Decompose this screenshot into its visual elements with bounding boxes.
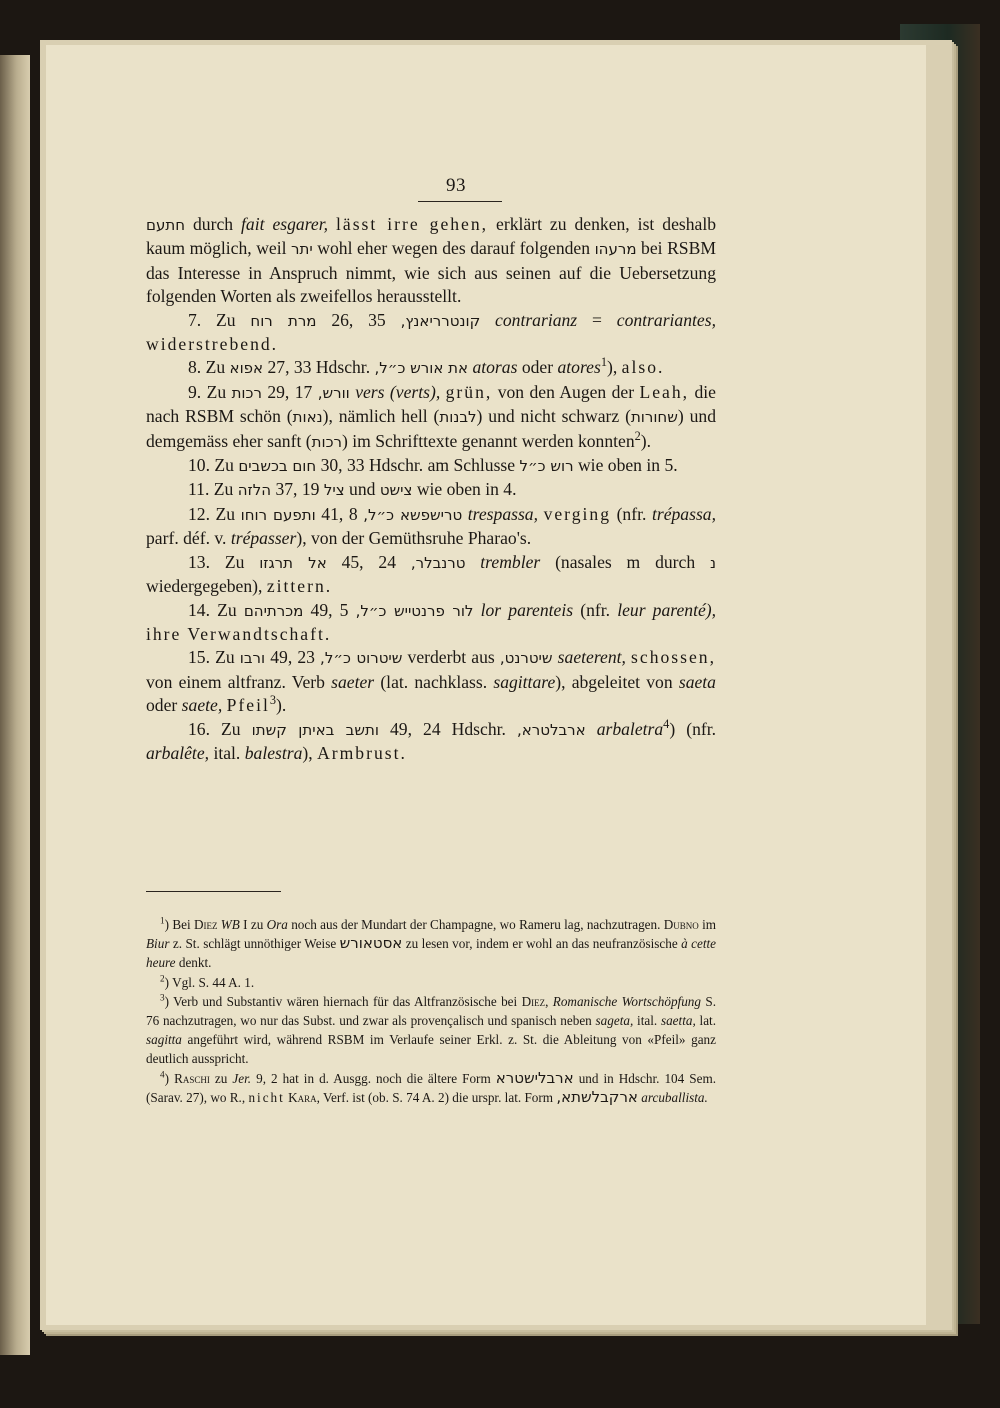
footnote-ref: 3 [269,693,277,708]
french-gloss: contrariantes, [616,309,716,330]
entry-number: 13. Zu [188,551,245,572]
hebrew-word: מרעהו [594,240,637,259]
french-gloss: trembler [480,551,541,572]
hebrew-lemma: אל תרגזו [259,553,327,572]
verse-reference: 30, 33 Hdschr. am Schlusse [320,455,516,476]
french-gloss: trépasser [230,528,297,549]
page-number: 93 [446,175,466,196]
text: , [545,993,549,1009]
hebrew-lemma: חום בכשבים [238,457,317,476]
verse-reference: 29, 17 [267,381,313,402]
hebrew-word: נאות [292,408,323,427]
gloss: sageta, [595,1013,634,1029]
entry-10 [146,454,716,478]
entry-number: 11. Zu [188,479,234,500]
text: wiedergegeben), [146,576,263,597]
german-gloss: widerstrebend. [146,334,279,355]
text: die nach RSBM schön ( [146,381,716,427]
text: im [702,917,717,932]
text: wie oben in 5. [577,455,678,476]
german-gloss: Armbrust. [317,742,407,763]
text: zu lesen vor, indem er wohl an das neufranzösische [405,936,678,952]
footnote-4 [146,1069,716,1107]
french-gloss: atoras [472,357,518,378]
footnote-3 [146,992,716,1069]
main-text [146,213,716,765]
text: I zu [243,917,264,932]
work-title: Romanische Wortschöpfung [552,993,701,1009]
german-gloss: schossen, [631,647,716,668]
text: ) Verb und Substantiv wären hiernach für das Altfranzösische bei [164,993,518,1009]
text: ) im Schrifttexte genannt werden konnten [341,430,635,451]
hebrew-gloss: ציל [323,481,345,500]
hebrew-lemma: ותשב באיתן קשתו [251,720,379,739]
german-gloss: zittern. [266,576,333,597]
verse-reference: 26, 35 [331,309,386,330]
german-gloss: verging [543,503,612,524]
german-gloss: lässt irre gehen, [336,214,489,234]
french-gloss: saeter [331,671,375,692]
latin-gloss: sagittare [493,671,556,692]
lemma: Ora [266,917,288,932]
text: ital. [637,1013,658,1029]
hebrew-word: רכות [311,432,342,451]
french-gloss: trespassa, [467,503,539,524]
hebrew-word: יתר [291,240,313,259]
text: 9, 2 hat in d. Ausgg. noch die ältere Form [256,1070,491,1086]
text: ) und demgemäss eher sanft ( [146,406,716,451]
hebrew-gloss: וורש, [317,383,350,402]
verse-reference: 49, 24 Hdschr. [389,718,506,739]
text: angeführt wird, während RSBM im Verlaufe seiner Erkl. z. St. die Ableitung von «Pfeil» ganz deutlich ausspricht. [146,1032,716,1067]
french-gloss: arbaletra [596,718,664,739]
equals-sign: = [592,309,602,330]
entry-number: 9. Zu [188,381,227,402]
text: ), [302,742,313,763]
entry-number: 14. Zu [188,599,237,620]
german-gloss: also. [621,357,665,378]
text: z. St. schlägt unnöthiger Weise [172,936,337,952]
entry-14 [146,599,716,647]
french-gloss: saeterent, [557,647,626,668]
hebrew-gloss: קונטרריאנץ, [400,311,481,330]
verse-reference: 45, 24 [341,551,396,572]
name: Leah, [639,381,690,402]
entry-number: 8. Zu [188,357,226,378]
entry-13 [146,551,716,599]
french-gloss: trépassa, [651,503,716,524]
verse-reference: 41, 8 [321,503,358,524]
french-gloss: leur parenté), [617,599,717,620]
verse-reference: 49, 23 [270,647,315,668]
hebrew-lemma: אפוא [229,359,264,378]
author-name: Kara [288,1089,317,1105]
entry-number: 12. Zu [188,503,236,524]
footnote-mark: 3 [160,992,165,1003]
footnotes [146,915,716,1107]
work-title: Jer. [232,1070,252,1086]
work-title: WB [220,917,240,932]
text: durch [193,214,234,234]
hebrew-gloss: שיטרוט כ״ל, [320,649,403,668]
text: ), [607,357,618,378]
facing-page-edge [0,55,30,1355]
text: ital. [213,742,241,763]
hebrew-gloss: טרישפשא כ״ל, [363,505,463,524]
text: (nfr. [616,503,647,524]
entry-number: 10. Zu [188,455,234,476]
hebrew-gloss: את אורש כ״ל, [374,359,469,378]
hebrew-word: ארקבלשתא, [556,1087,638,1106]
text: von einem altfranz. Verb [146,671,325,692]
text: und in Hdschr. 104 Sem. (Sarav. 27), wo R., [146,1070,717,1105]
hebrew-gloss: צישט [379,481,413,500]
text: ) [164,1070,170,1086]
hebrew-lemma: הלזה [237,481,272,500]
work-title: Biur [146,936,170,952]
latin-word: arcuballista. [641,1089,708,1105]
hebrew-gloss: ארבלטרא, [516,720,586,739]
entry-16 [146,718,716,766]
footnote-ref: 1 [600,355,607,370]
hebrew-letter: נ [709,553,716,572]
entry-number: 16. Zu [188,718,241,739]
hebrew-word: שחורות [630,408,678,427]
italian-gloss: balestra [244,742,303,763]
text: ), abgeleitet von [555,671,673,692]
text: bei RSBM das Interesse in Anspruch nimmt, wie sich aus seinen auf die Uebersetzung folgenden Worten als zweifellos herausstellt. [146,238,716,307]
entry-11 [146,478,716,502]
book-page [46,45,926,1325]
entry-12 [146,503,716,551]
hebrew-word: לבנות [439,408,477,427]
footnote-2 [146,973,716,992]
hebrew-lemma: מרת רוח [250,311,317,330]
footnote-ref: 4 [663,716,670,731]
entry-8 [146,356,716,380]
french-gloss: contrarianz [495,309,578,330]
text: ). [276,695,287,716]
text: ) Vgl. S. 44 A. 1. [164,974,255,990]
footnote-mark: 2 [160,973,165,984]
german-gloss: ihre Verwandtschaft. [146,623,332,644]
text: lat. [699,1013,717,1029]
author-name: Raschi [174,1070,210,1086]
footnote-mark: 1 [160,915,165,926]
text: von den Augen der [497,381,635,402]
entry-number: 15. Zu [188,647,235,668]
entry-7 [146,309,716,357]
hebrew-lemma: ותפעם רוחו [240,505,316,524]
author-name: Dubno [663,917,699,932]
hebrew-word: חתעם [146,216,186,234]
hebrew-gloss: לור פרנטייש כ״ל, [355,601,474,620]
french-phrase: à cette heure [146,936,717,971]
author-name: Diez [521,993,546,1009]
text: ). [640,430,652,451]
german-gloss: grün, [445,381,493,402]
french-gloss: saete, [181,695,223,716]
author-name: Diez [193,917,218,932]
hebrew-gloss: שיטרנט, [499,649,553,668]
french-gloss: arbalête, [146,742,210,763]
french-gloss: vers (verts), [355,381,441,402]
text: (lat. nachklass. [380,671,488,692]
hebrew-lemma: מכרתיהם [243,601,304,620]
text: ) (nfr. [669,718,717,739]
text: denkt. [178,955,212,971]
text: ) und nicht schwarz ( [476,406,631,427]
entry-15 [146,646,716,717]
text: parf. déf. v. [146,528,227,549]
text: und [349,479,376,500]
entry-number: 7. Zu [188,309,236,330]
verse-reference: 37, 19 [275,479,320,500]
footnote-mark: 4 [160,1069,165,1080]
hebrew-word: ארבלישטרא [495,1068,574,1087]
text: ), nämlich hell ( [322,406,440,427]
french-gloss: fait esgarer, [241,214,329,234]
text: ) Bei [164,917,191,932]
emphasis: nicht [248,1089,285,1105]
text: zu [214,1070,228,1086]
text: wohl eher wegen des darauf folgenden [317,238,591,259]
german-gloss: Pfeil [226,695,270,716]
hebrew-lemma: ורבו [239,649,266,668]
verse-reference: 49, 5 [310,599,349,620]
footnote-1 [146,915,716,973]
verse-reference: 27, 33 Hdschr. [267,357,371,378]
footnote-ref: 2 [634,428,641,443]
text: wie oben in 4. [416,479,517,500]
text: (nfr. [580,599,611,620]
hebrew-word: אסטאורש [339,934,403,953]
footnote-separator [146,891,281,892]
text: S. 76 nachzutragen, wo nur das Subst. und zwar als provençalisch und spanisch neben [146,993,716,1029]
hebrew-gloss: טרנבלר, [410,553,466,572]
hebrew-gloss: רוש כ״ל [519,457,574,476]
text: (nasales m durch [555,551,696,572]
text: erklärt zu denken, ist deshalb kaum möglich, weil [146,214,717,259]
french-gloss: atores [557,357,601,378]
gloss: saetta, [660,1013,696,1029]
text: ), von der Gemüthsruhe Pharao's. [296,528,532,549]
page-number-rule [418,201,502,202]
text: , Verf. ist (ob. S. 74 A. 2) die urspr. lat. Form [316,1089,554,1105]
french-gloss: saeta [678,671,716,692]
gloss: sagitta [146,1032,182,1048]
text: noch aus der Mundart der Champagne, wo Rameru lag, nachzutragen. [291,917,661,932]
entry-9 [146,381,716,454]
text: oder [146,695,178,716]
hebrew-lemma: רכות [231,383,262,402]
text: verderbt aus [407,647,495,668]
text: oder [521,357,554,378]
paragraph-intro [146,213,716,309]
french-gloss: lor parenteis [480,599,574,620]
